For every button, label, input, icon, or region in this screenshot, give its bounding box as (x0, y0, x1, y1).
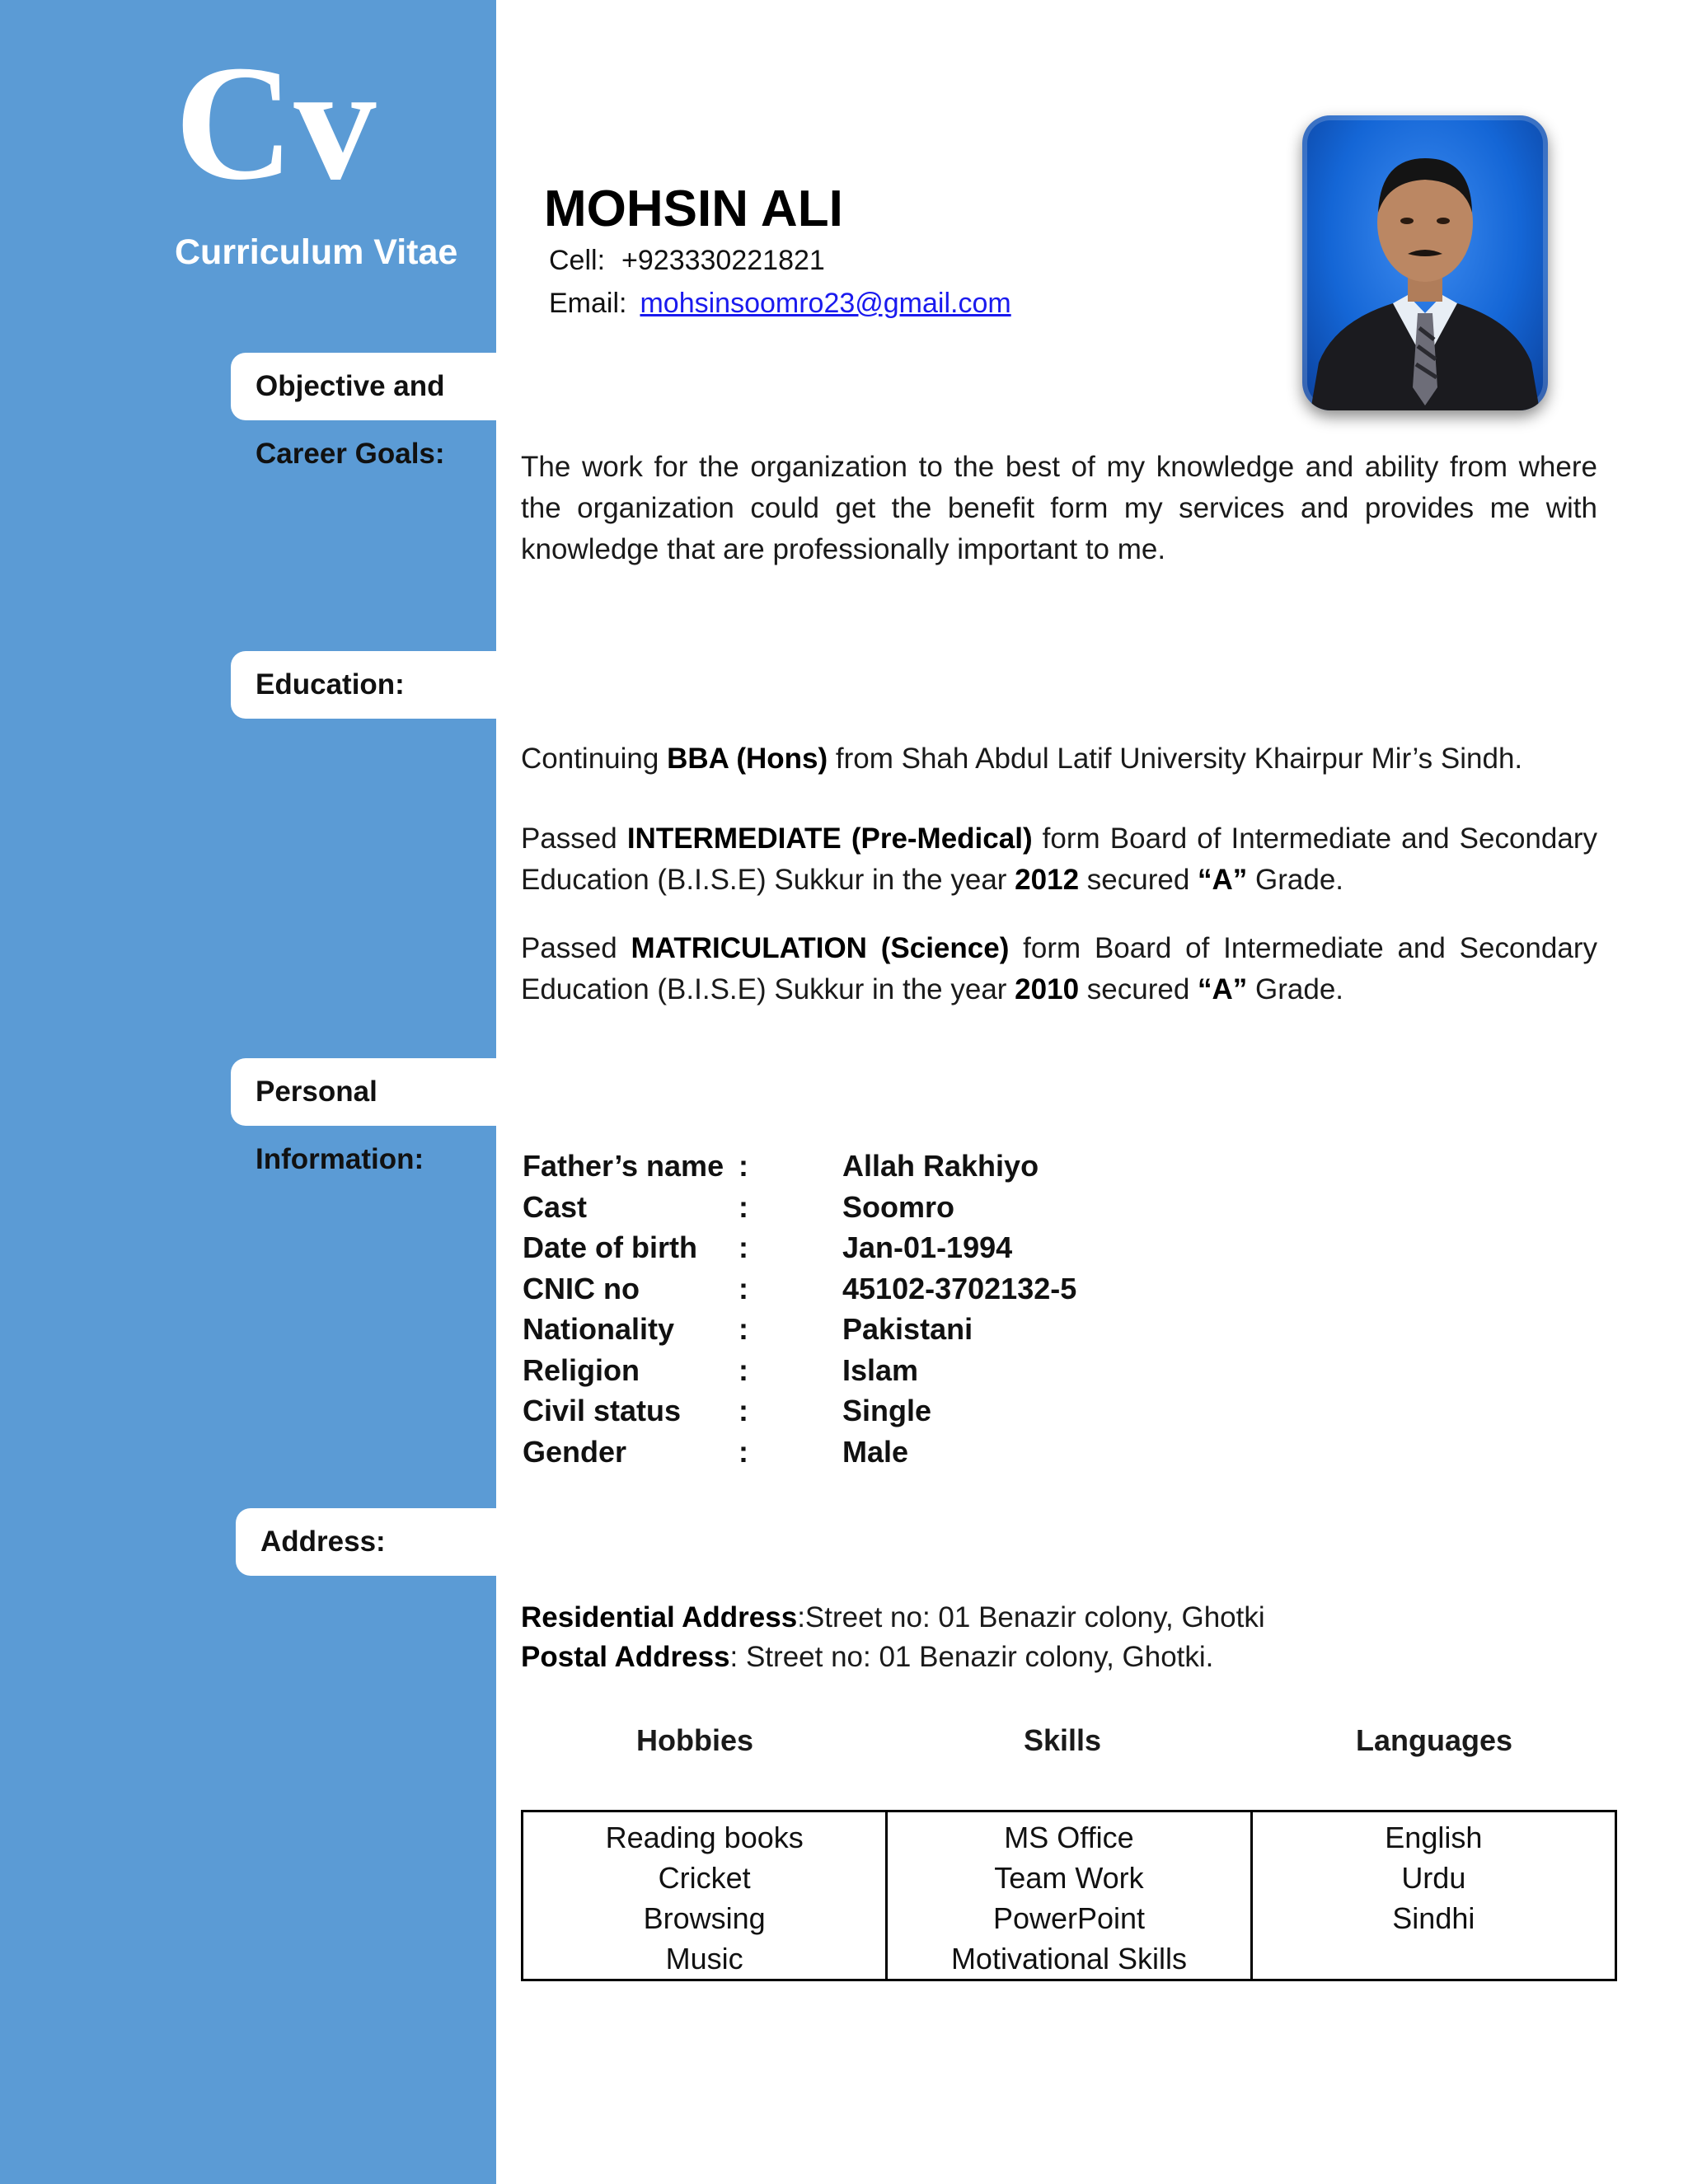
email-label: Email: (549, 288, 627, 319)
info-value: 45102-3702132-5 (842, 1271, 1077, 1305)
residential-address-label: Residential Address (521, 1601, 798, 1633)
info-key: CNIC no (523, 1271, 640, 1305)
table-row (523, 1309, 1076, 1350)
info-separator: : (738, 1312, 748, 1346)
info-key: Father’s name (523, 1149, 724, 1183)
education-text: secured (1079, 864, 1198, 896)
education-text: Grade. (1247, 973, 1344, 1005)
info-separator: : (738, 1352, 748, 1387)
email-line (549, 284, 1011, 323)
education-text: secured (1079, 973, 1198, 1005)
skill-item: MS Office (1004, 1821, 1134, 1854)
cell-line (549, 241, 825, 280)
curriculum-vitae-subtitle: Curriculum Vitae (175, 232, 458, 272)
info-key: Nationality (523, 1312, 675, 1346)
postal-address-value: : Street no: 01 Benazir colony, Ghotki. (729, 1641, 1214, 1673)
education-year: 2012 (1015, 864, 1080, 896)
education-text: Continuing (521, 743, 668, 775)
info-key: Gender (523, 1434, 627, 1469)
cv-logo: Cv (175, 32, 377, 214)
info-separator: : (738, 1394, 748, 1427)
skill-item: Motivational Skills (950, 1942, 1188, 1975)
candidate-name: MOHSIN ALI (544, 180, 843, 237)
language-item: English (1385, 1821, 1483, 1854)
info-value: Soomro (842, 1189, 955, 1224)
education-item (521, 818, 1597, 901)
info-separator: : (738, 1271, 748, 1305)
education-text: Grade. (1247, 864, 1344, 896)
table-row (523, 1187, 1076, 1228)
education-grade: “A” (1198, 864, 1248, 896)
profile-photo (1302, 115, 1548, 410)
table-row (523, 1811, 1616, 1980)
education-heading: Education: (231, 651, 496, 719)
table-row (523, 1432, 1076, 1473)
hobbies-heading: Hobbies (635, 1723, 753, 1757)
skills-heading: Skills (1023, 1723, 1102, 1757)
info-value: Male (842, 1434, 909, 1469)
info-value: Islam (842, 1352, 919, 1387)
table-row (523, 1350, 1076, 1391)
table-row (523, 1146, 1076, 1187)
education-degree: MATRICULATION (Science) (631, 932, 1010, 964)
postal-address (521, 1637, 1597, 1678)
table-row (523, 1268, 1076, 1310)
person-silhouette-icon (1302, 115, 1548, 410)
hobbies-cell (523, 1811, 887, 1980)
address-heading: Address: (236, 1508, 496, 1576)
personal-info-table (523, 1146, 1076, 1472)
languages-heading: Languages (1355, 1723, 1513, 1757)
info-value: Allah Rakhiyo (842, 1149, 1039, 1183)
education-text: Passed (521, 932, 631, 964)
info-separator: : (738, 1149, 748, 1183)
objective-text: The work for the organization to the best of my knowledge and ability from where the organization could get the benefit form my services and provides me with knowledge that are professionally important to me. (521, 451, 1597, 565)
education-item (521, 738, 1597, 780)
hobbies-skills-languages-table (521, 1810, 1617, 1981)
education-grade: “A” (1198, 973, 1248, 1005)
table-row (523, 1227, 1076, 1268)
education-text: form Board of Intermediate and Secondary Education (B.I.S.E) Sukkur in the year (521, 932, 1597, 1005)
email-link[interactable]: mohsinsoomro23@gmail.com (640, 288, 1011, 319)
hobby-item: Music (665, 1942, 743, 1975)
language-item: Sindhi (1392, 1901, 1475, 1935)
info-value: Pakistani (842, 1312, 973, 1346)
education-year: 2010 (1015, 973, 1080, 1005)
hobby-item: Browsing (643, 1901, 766, 1935)
info-key: Date of birth (523, 1230, 697, 1264)
info-key: Civil status (523, 1394, 682, 1427)
education-text: from Shah Abdul Latif University Khairpur Mir’s Sindh. (828, 743, 1523, 775)
cell-label: Cell: (549, 245, 606, 276)
info-key: Religion (523, 1352, 640, 1387)
info-separator: : (738, 1230, 748, 1264)
personal-info-heading: Personal Information: (231, 1058, 496, 1126)
education-text: Passed (521, 823, 627, 855)
cell-value: +923330221821 (621, 245, 825, 276)
info-key: Cast (523, 1189, 588, 1224)
postal-address-label: Postal Address (521, 1641, 730, 1673)
education-item (521, 928, 1597, 1010)
languages-cell (1251, 1811, 1615, 1980)
info-separator: : (738, 1189, 748, 1224)
education-degree: INTERMEDIATE (Pre-Medical) (626, 823, 1033, 855)
objective-heading: Objective and Career Goals: (231, 353, 496, 420)
skills-cell (887, 1811, 1251, 1980)
info-value: Single (842, 1394, 932, 1427)
table-row (523, 1390, 1076, 1432)
education-text: form Board of Intermediate and Secondary Education (B.I.S.E) Sukkur in the year (521, 823, 1597, 896)
skill-item: Team Work (994, 1861, 1144, 1895)
skill-item: PowerPoint (992, 1901, 1146, 1935)
info-value: Jan-01-1994 (842, 1230, 1013, 1264)
hobby-item: Reading books (605, 1821, 804, 1854)
residential-address (521, 1597, 1597, 1638)
residential-address-value: :Street no: 01 Benazir colony, Ghotki (797, 1601, 1265, 1633)
hobby-item: Cricket (658, 1861, 751, 1895)
education-degree: BBA (Hons) (667, 743, 828, 775)
language-item: Urdu (1401, 1861, 1466, 1895)
info-separator: : (738, 1434, 748, 1469)
